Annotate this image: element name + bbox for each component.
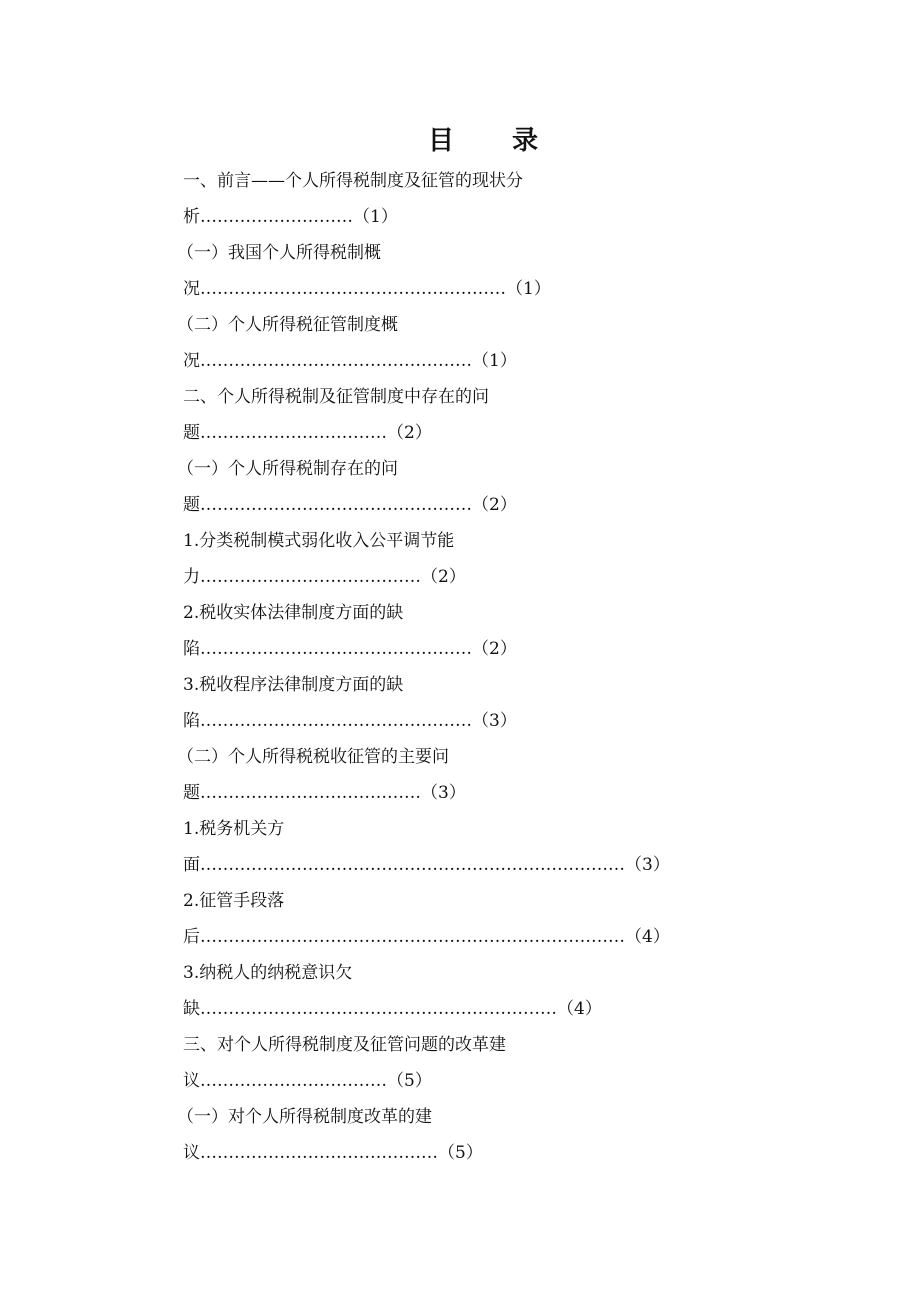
toc-line: 陷…………………………………………（3）: [183, 711, 517, 731]
toc-line: 况…………………………………………（1）: [183, 351, 517, 371]
toc-line: 陷…………………………………………（2）: [183, 639, 517, 659]
toc-line: 议……………………………………（5）: [183, 1143, 483, 1163]
toc-line: 面…………………………………………………………………（3）: [183, 855, 670, 875]
toc-line: 3.税收程序法律制度方面的缺: [183, 675, 404, 695]
toc-line: 力…………………………………（2）: [183, 567, 466, 587]
toc-line: 1.分类税制模式弱化收入公平调节能: [183, 531, 455, 551]
toc-line: （一）个人所得税制存在的问: [177, 459, 398, 479]
toc-line: （一）我国个人所得税制概: [177, 243, 381, 263]
toc-line: 一、前言——个人所得税制度及征管的现状分: [183, 171, 523, 191]
toc-line: 3.纳税人的纳税意识欠: [183, 963, 353, 983]
toc-list: [177, 163, 670, 1171]
toc-line: （二）个人所得税税收征管的主要问: [177, 747, 449, 767]
toc-line: 三、对个人所得税制度及征管问题的改革建: [183, 1035, 506, 1055]
toc-line: （二）个人所得税征管制度概: [177, 315, 398, 335]
toc-title: 目 录: [427, 126, 540, 156]
toc-line: 后…………………………………………………………………（4）: [183, 927, 670, 947]
toc-line: 1.税务机关方: [183, 819, 285, 839]
toc-line: 议……………………………（5）: [183, 1071, 432, 1091]
toc-line: 题……………………………（2）: [183, 423, 432, 443]
toc-line: （一）对个人所得税制度改革的建: [177, 1107, 432, 1127]
toc-line: 2.税收实体法律制度方面的缺: [183, 603, 404, 623]
toc-line: 二、个人所得税制及征管制度中存在的问: [183, 387, 489, 407]
toc-line: 题…………………………………（3）: [183, 783, 466, 803]
toc-line: 况………………………………………………（1）: [183, 279, 551, 299]
toc-line: 2.征管手段落: [183, 891, 285, 911]
toc-line: 缺………………………………………………………（4）: [183, 999, 602, 1019]
toc-line: 析………………………（1）: [183, 207, 398, 227]
toc-line: 题…………………………………………（2）: [183, 495, 517, 515]
